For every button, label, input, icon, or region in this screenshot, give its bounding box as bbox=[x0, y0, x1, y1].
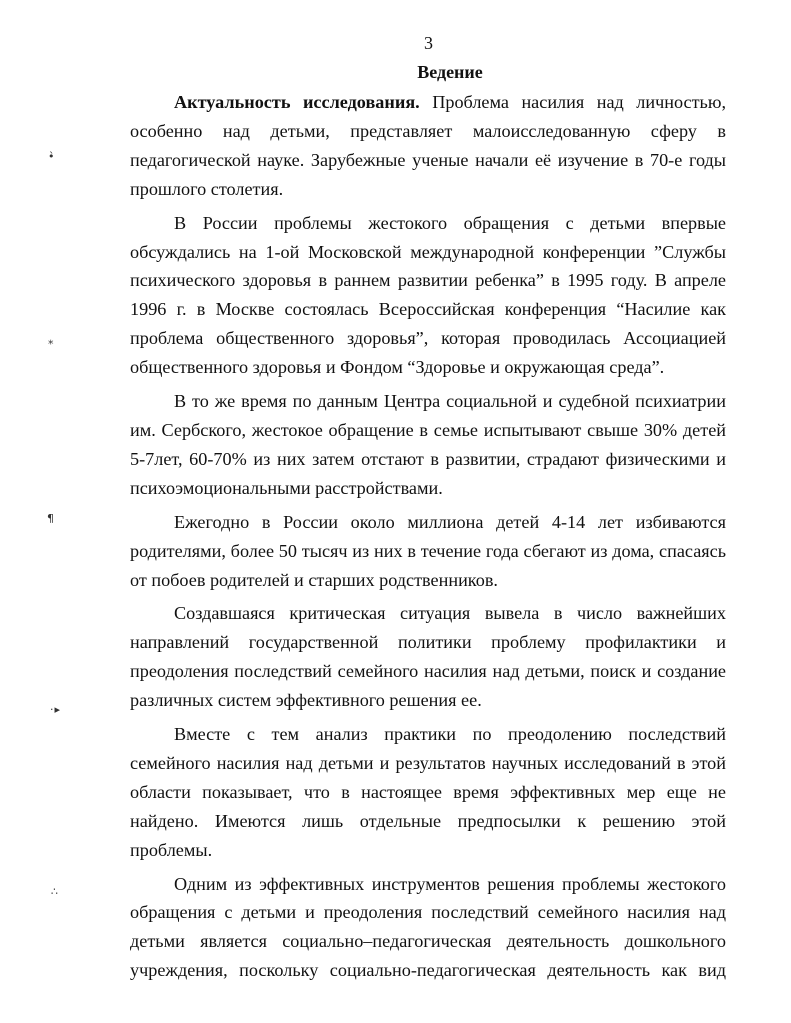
paragraph-text: Вместе с тем анализ практики по преодолению последствий семейного насилия над детьми и результатов научных исследований в этой области показывает, что в настоящее время эффективных мер еще не найдено. Имеются лишь отдельные предпосылки к решению этой проблемы. bbox=[130, 724, 726, 860]
page-number: 3 bbox=[424, 33, 433, 53]
paragraph-text: Ежегодно в России около миллиона детей 4-14 лет избиваются родителями, более 50 тысяч из них в течение года сбегают из дома, спасаясь от побоев родителей и старших родственников. bbox=[130, 511, 726, 590]
paragraph bbox=[130, 88, 726, 204]
margin-mark: •̀ bbox=[48, 150, 56, 163]
paragraph bbox=[130, 209, 726, 382]
paragraph-text: Проблема насилия над личностью, особенно над детьми, представляет малоисследованную сферу в педагогической науке. Зарубежные ученые начали её изучение в 70-е годы прошлого столетия. bbox=[130, 92, 726, 199]
body-text bbox=[130, 88, 726, 990]
section-heading: Ведение bbox=[417, 62, 483, 82]
margin-mark: ⁎ bbox=[48, 334, 55, 347]
paragraph bbox=[130, 870, 726, 986]
paragraph-text: Создавшаяся критическая ситуация вывела в число важнейших направлений государственной политики проблему профилактики и преодоления последствий семейного насилия над детьми, поиск и создание различных систем эффективного решения ее. bbox=[130, 603, 726, 711]
paragraph bbox=[130, 508, 726, 595]
paragraph-text: В России проблемы жестокого обращения с детьми впервые обсуждались на 1-ой Московской международной конференции ”Службы психического здоровья в раннем развитии ребенка” в 1995 году. В апреле 1996 г. в Москве состоялась Всероссийская конференция “Насилие как проблема общественного здоровья”, которая проводилась Ассоциацией общественного здоровья и Фондом “Здоровье и окружающая среда”. bbox=[130, 212, 726, 378]
paragraph-lead: Актуальность исследования. bbox=[174, 92, 420, 112]
margin-mark: ¶ bbox=[47, 512, 55, 525]
paragraph bbox=[130, 599, 726, 715]
paragraph bbox=[130, 720, 726, 865]
paragraph bbox=[130, 387, 726, 503]
margin-mark: ∴ bbox=[51, 885, 59, 898]
paragraph-text: Одним из эффективных инструментов решения проблемы жестокого обращения с детьми и преодоления последствий семейного насилия над детьми является социально–педагогическая деятельность дошкольного учреждения, поскольку социально-педагогическая деятельность как вид bbox=[130, 873, 726, 981]
margin-mark: ·▸ bbox=[50, 703, 62, 716]
paragraph-text: В то же время по данным Центра социальной и судебной психиатрии им. Сербского, жестокое обращение в семье испытывают свыше 30% детей 5-7лет, 60-70% из них затем отстают в развитии, страдают физическими и психоэмоциональными расстройствами. bbox=[130, 391, 726, 498]
